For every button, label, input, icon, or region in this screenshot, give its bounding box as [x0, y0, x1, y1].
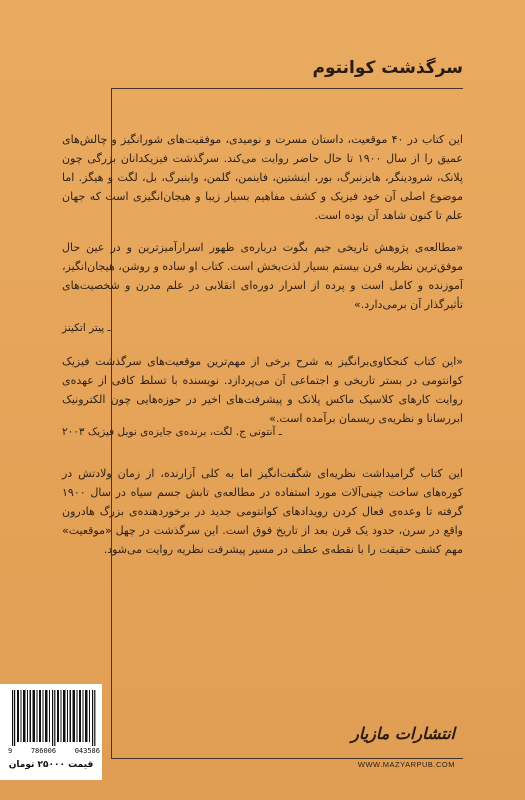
quote-1-author: ـ پیتر اتکینز: [62, 322, 111, 334]
isbn-group-2: 043586: [74, 747, 100, 755]
price-label: قیمت ۲۵۰۰۰ تومان: [8, 760, 94, 770]
frame-top-line: [111, 88, 463, 89]
frame-bottom-line: [111, 758, 463, 759]
publisher-website: WWW.MAZYARPUB.COM: [357, 760, 455, 769]
publisher-logo: انتشارات مازیار: [351, 724, 455, 743]
isbn-group-1: 786006: [30, 747, 57, 755]
barcode-icon: [10, 690, 98, 746]
quote-2-author: ـ آنتونی ج. لگت، برنده‌ی جایزه‌ی نوبل فیزیک ۲۰۰۳: [62, 426, 282, 438]
barcode-sticker: [0, 684, 102, 780]
quote-1-text: «مطالعه‌ی پژوهش تاریخی جیم بگوت درباره‌ی ظهور اسرارآمیزترین و در عین حال موفق‌ترین نظریه قرن بیستم بسیار لذت‌بخش است. کتاب او ساده و روشن، هیجان‌انگیز، آموزنده و کامل است و پرده از اسرار دوره‌ای انقلابی در علم مدرن و شخصیت‌های تأثیرگذار آن برمی‌دارد.»: [62, 241, 463, 311]
summary-paragraph: این کتاب گرامیداشت نظریه‌ای شگفت‌انگیز اما به کلی آزارنده، از زمان ولادتش در کوره‌های ساخت چینی‌آلات مورد استفاده در مطالعه‌ی تابش جسم سیاه در سال ۱۹۰۰ گرفته تا وعده‌ی فعال کردن رویدادهای کوانتومی جدید در برخوردهنده‌ی بزرگ هادرون واقع در سرن، حدود یک قرن بعد از تاریخ فوق است. این سرگذشت در چهل «موقعیت» مهم کشف حقیقت را با نقطه‌ی عطف در مسیر پیشرفت نظریه روایت می‌شود.: [62, 467, 463, 556]
isbn-number: [8, 747, 100, 755]
isbn-prefix: 9: [8, 747, 13, 755]
book-title: سرگذشت کوانتوم: [312, 58, 463, 78]
description-paragraph: این کتاب در ۴۰ موقعیت، داستان مسرت و نومیدی، موفقیت‌های شورانگیز و چالش‌های عمیق را از سال ۱۹۰۰ تا حال حاضر روایت می‌کند. سرگذشت فیزیکدانان بزرگی چون پلانک، شرودینگر، هایزنبرگ، بور، اینشتین، فاینمن، گلمن، واینبرگ، بل، لگت و هیگز. اما موضوع اصلی آن خود فیزیک و کشف مفاهیم بسیار زیبا و هیجان‌انگیزی است که جهان علم تا کنون شاهد آن بوده است.: [62, 133, 463, 222]
quote-2-text: «این کتاب کنجکاوی‌برانگیز به شرح برخی از مهم‌ترین موقعیت‌های سرگذشت فیزیک کوانتومی در بستر تاریخی و اجتماعی آن می‌پردازد. نویسنده با تسلط کافی از عهده‌ی روایت کارهای کلاسیک ماکس پلانک و پیشرفت‌های اخیر در حوزه‌هایی چون الکترونیک ابررسانا و نظریه‌ی ریسمان برآمده است.»: [62, 355, 463, 425]
